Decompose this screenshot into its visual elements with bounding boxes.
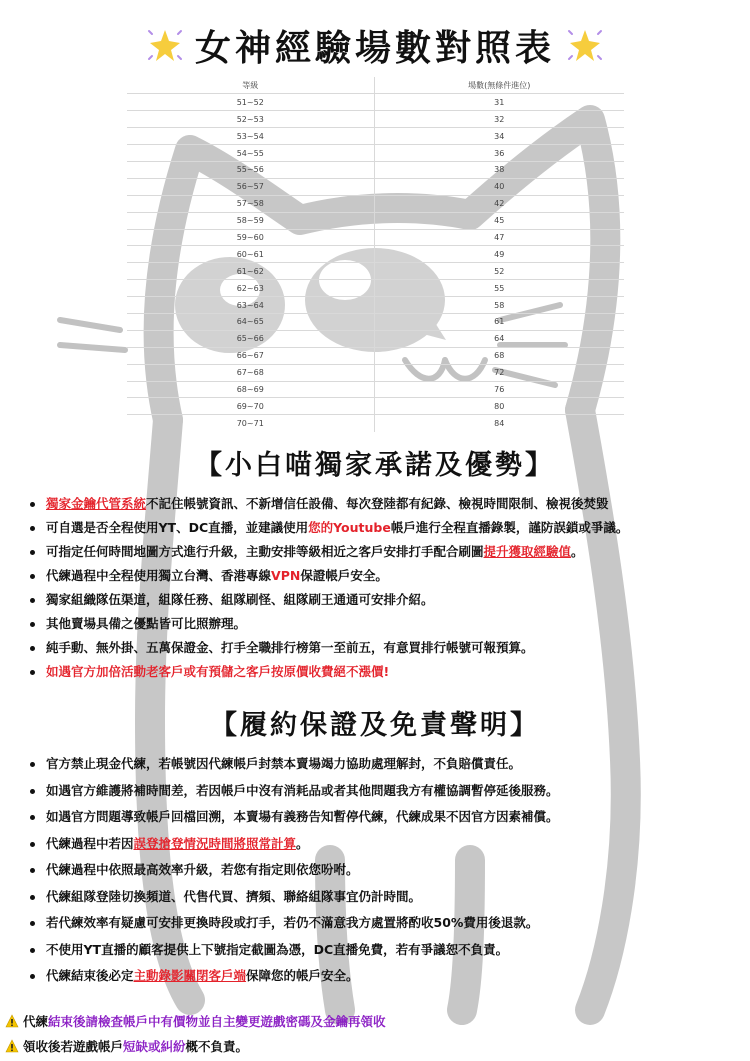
warning-line	[5, 1012, 386, 1030]
list-item-text: 獨家組織隊伍渠道，組隊任務、組隊刷怪、組隊刷王通通可安排介紹。	[46, 592, 434, 607]
runs-cell: 76	[374, 381, 624, 398]
runs-cell: 72	[374, 364, 624, 381]
warning-suffix: 概不負責。	[185, 1039, 249, 1054]
highlight-text: 誤登搶登情況時間將照常計算	[133, 835, 297, 851]
list-item	[30, 804, 740, 831]
sparkle-star-icon	[145, 25, 185, 65]
level-cell: 69~70	[127, 398, 374, 415]
page-title: 女神經驗場數對照表	[194, 27, 555, 69]
level-cell: 52~53	[127, 111, 374, 128]
level-cell: 55~56	[127, 161, 374, 178]
table-row	[127, 381, 624, 398]
level-cell: 54~55	[127, 145, 374, 162]
level-cell: 65~66	[127, 330, 374, 347]
highlight-text: 您的Youtube	[308, 520, 391, 535]
list-item-text: 代練過程中依照最高效率升級，若您有指定則依您吩咐。	[46, 862, 359, 877]
runs-cell: 64	[374, 330, 624, 347]
sparkle-star-icon	[565, 25, 605, 65]
list-item	[30, 910, 740, 937]
list-item-text: 保證帳戶安全。	[300, 568, 388, 583]
runs-cell: 58	[374, 297, 624, 314]
level-cell: 64~65	[127, 313, 374, 330]
runs-cell: 52	[374, 263, 624, 280]
list-item-text: 可自選是否全程使用YT、DC直播，並建議使用	[46, 520, 309, 535]
list-item-text: 若代練效率有疑慮可安排更換時段或打手，若仍不滿意我方處置將酌收50%費用後退款。	[46, 915, 539, 930]
list-item	[30, 963, 740, 990]
level-cell: 56~57	[127, 178, 374, 195]
list-item	[30, 751, 740, 778]
level-cell: 63~64	[127, 297, 374, 314]
table-row	[127, 128, 624, 145]
level-cell: 53~54	[127, 128, 374, 145]
runs-cell: 38	[374, 161, 624, 178]
list-item-text: 帳戶進行全程直播錄製，謹防誤鎖或爭議。	[390, 520, 629, 535]
list-item-text: 如遇官方維護將補時間差，若因帳戶中沒有消耗品或者其他問題我方有權協調暫停延後服務。	[46, 782, 559, 798]
runs-cell: 80	[374, 398, 624, 415]
list-item	[30, 564, 740, 588]
warning-line	[5, 1037, 248, 1055]
list-item-text: 代練過程中若因	[46, 835, 134, 851]
list-item-text: 其他賣場具備之優點皆可比照辦理。	[46, 616, 247, 631]
promises-list	[30, 492, 740, 684]
list-item	[30, 540, 740, 564]
list-item	[30, 937, 740, 964]
runs-cell: 42	[374, 195, 624, 212]
header-runs: 場數(無條件進位)	[374, 77, 624, 94]
list-item-text: 代練組隊登陸切換頻道、代售代買、擠頻、聯絡組隊事宜仍計時間。	[46, 888, 422, 904]
table-header-row	[127, 77, 624, 94]
list-item-text: 官方禁止現金代練，若帳號因代練帳戶封禁本賣場竭力協助處理解封，不負賠償責任。	[46, 756, 522, 771]
table-row	[127, 347, 624, 364]
runs-cell: 61	[374, 313, 624, 330]
table-row	[127, 330, 624, 347]
table-row	[127, 398, 624, 415]
list-item-text: 不使用YT直播的顧客提供上下號指定截圖為憑，DC直播免費，若有爭議恕不負責。	[46, 941, 509, 957]
level-cell: 57~58	[127, 195, 374, 212]
table-row	[127, 145, 624, 162]
table-row	[127, 229, 624, 246]
list-item-text: 不記住帳號資訊、不新增信任設備、每次登陸都有紀錄、檢視時間限制、檢視後焚毀	[146, 496, 609, 511]
table-row	[127, 195, 624, 212]
list-item-text: 保障您的帳戶安全。	[246, 968, 359, 983]
runs-cell: 36	[374, 145, 624, 162]
level-cell: 58~59	[127, 212, 374, 229]
level-cell: 51~52	[127, 94, 374, 111]
list-item-text: 純手動、無外掛、五萬保證金、打手全職排行榜第一至前五，有意買排行帳號可報預算。	[46, 640, 534, 655]
level-cell: 66~67	[127, 347, 374, 364]
list-item	[30, 516, 740, 540]
section-title-promises: 【小白喵獨家承諾及優勢】	[195, 450, 555, 481]
runs-cell: 49	[374, 246, 624, 263]
table-row	[127, 94, 624, 111]
table-row	[127, 280, 624, 297]
level-cell: 61~62	[127, 263, 374, 280]
runs-cell: 31	[374, 94, 624, 111]
list-item	[30, 831, 740, 858]
table-row	[127, 161, 624, 178]
highlight-text: 提升獲取經驗值	[483, 544, 572, 559]
list-item-text: 。	[296, 835, 309, 851]
warning-icon	[5, 1014, 19, 1028]
table-row	[127, 297, 624, 314]
list-item	[30, 857, 740, 884]
disclaimer-list	[30, 751, 740, 990]
level-cell: 68~69	[127, 381, 374, 398]
title-row	[0, 20, 750, 70]
highlight-text: 獨家金鑰代管系統	[46, 496, 147, 511]
warning-highlight: 短缺或糾紛	[123, 1039, 186, 1054]
level-cell: 70~71	[127, 415, 374, 432]
runs-cell: 84	[374, 415, 624, 432]
runs-cell: 32	[374, 111, 624, 128]
level-cell: 62~63	[127, 280, 374, 297]
list-item-text: 可指定任何時間地圖方式進行升級，主動安排等級相近之客戶安排打手配合刷圖	[46, 544, 484, 559]
list-item	[30, 660, 740, 684]
runs-cell: 68	[374, 347, 624, 364]
runs-cell: 47	[374, 229, 624, 246]
level-cell: 60~61	[127, 246, 374, 263]
list-item-text: 代練結束後必定	[46, 968, 134, 983]
level-cell: 59~60	[127, 229, 374, 246]
table-row	[127, 364, 624, 381]
list-item-text: 如遇官方問題導致帳戶回檔回溯，本賣場有義務告知暫停代練，代練成果不因官方因素補償。	[46, 809, 559, 824]
list-item-text: 。	[571, 544, 584, 559]
table-row	[127, 111, 624, 128]
runs-cell: 45	[374, 212, 624, 229]
list-item-text: 代練過程中全程使用獨立台灣、香港專線	[46, 568, 272, 583]
level-cell: 67~68	[127, 364, 374, 381]
level-run-table	[127, 77, 624, 432]
warning-highlight: 結束後請檢查帳戶中有價物並自主變更遊戲密碼及金鑰再領收	[48, 1014, 386, 1029]
warning-icon	[5, 1039, 19, 1053]
table-row	[127, 415, 624, 432]
runs-cell: 40	[374, 178, 624, 195]
list-item	[30, 492, 740, 516]
table-row	[127, 212, 624, 229]
highlight-text: 如遇官方加倍活動老客戶或有預儲之客戶按原價收費絕不漲價!	[46, 664, 390, 679]
section-title-disclaimer: 【履約保證及免責聲明】	[210, 710, 540, 741]
table-row	[127, 313, 624, 330]
header-level: 等級	[242, 80, 259, 90]
warning-prefix: 領收後若遊戲帳戶	[23, 1039, 124, 1054]
list-item	[30, 636, 740, 660]
table-row	[127, 246, 624, 263]
table-row	[127, 263, 624, 280]
table-row	[127, 178, 624, 195]
runs-cell: 55	[374, 280, 624, 297]
list-item	[30, 612, 740, 636]
highlight-text: VPN	[271, 568, 301, 583]
list-item	[30, 588, 740, 612]
highlight-text: 主動錄影關閉客戶端	[133, 968, 247, 983]
runs-cell: 34	[374, 128, 624, 145]
list-item	[30, 884, 740, 911]
list-item	[30, 778, 740, 805]
warning-prefix: 代練	[23, 1014, 49, 1029]
